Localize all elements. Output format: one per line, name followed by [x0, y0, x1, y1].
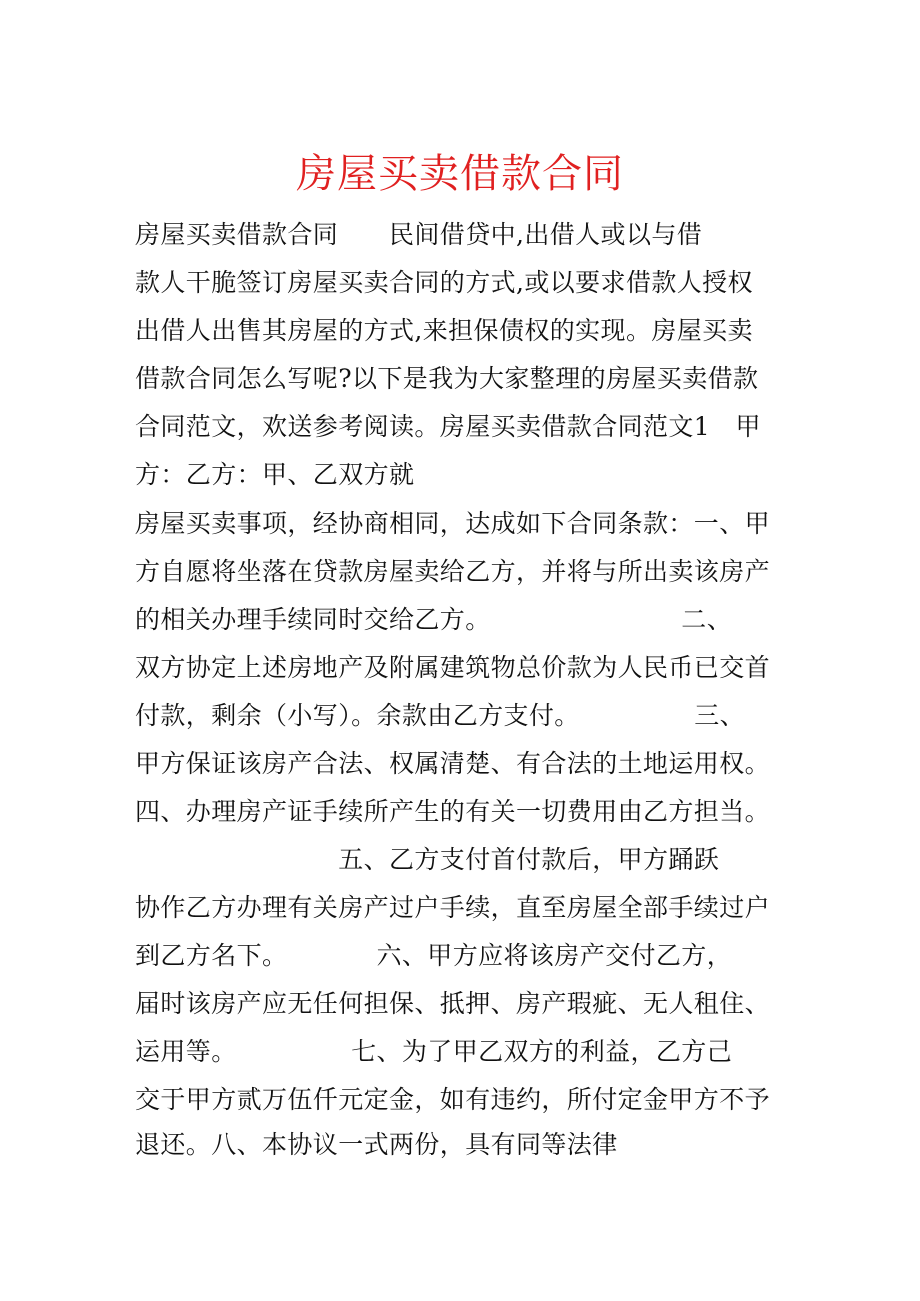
paragraph-line-13: 四、办理房产证手续所产生的有关一切费用由乙方担当。	[135, 797, 771, 826]
paragraph-line-15: 协作乙方办理有关房产过户手续，直至房屋全部手续过户	[135, 893, 771, 922]
paragraph-line-4: 借款合同怎么写呢?以下是我为大家整理的房屋买卖借款	[135, 364, 759, 393]
paragraph-line-16: 到乙方名下。 六、甲方应将该房产交付乙方，	[135, 941, 733, 970]
paragraph-line-7: 房屋买卖事项，经协商相同，达成如下合同条款：一、甲	[135, 509, 771, 538]
paragraph-line-5: 合同范文，欢送参考阅读。房屋买卖借款合同范文1 甲	[135, 412, 761, 441]
paragraph-line-11: 付款，剩余（小写）。余款由乙方支付。 三、	[135, 701, 746, 730]
paragraph-line-8: 方自愿将坐落在贷款房屋卖给乙方，并将与所出卖该房产	[135, 557, 771, 586]
paragraph-line-12: 甲方保证该房产合法、权属清楚、有合法的土地运用权。	[135, 749, 771, 778]
paragraph-line-17: 届时该房产应无任何担保、抵押、房产瑕疵、无人租住、	[135, 989, 771, 1018]
paragraph-line-6: 方：乙方：甲、乙双方就	[135, 460, 415, 489]
paragraph-line-10: 双方协定上述房地产及附属建筑物总价款为人民币已交首	[135, 653, 771, 682]
paragraph-line-1: 房屋买卖借款合同 民间借贷中,出借人或以与借	[135, 220, 703, 249]
paragraph-line-3: 出借人出售其房屋的方式,来担保债权的实现。房屋买卖	[135, 316, 753, 345]
paragraph-line-2: 款人干脆签订房屋买卖合同的方式,或以要求借款人授权	[135, 268, 753, 297]
paragraph-line-19: 交于甲方贰万伍仟元定金，如有违约，所付定金甲方不予	[135, 1085, 771, 1114]
paragraph-line-14: 五、乙方支付首付款后，甲方踊跃	[135, 845, 720, 874]
document-title: 房屋买卖借款合同	[296, 151, 624, 197]
paragraph-line-20: 退还。八、本协议一式两份，具有同等法律	[135, 1130, 618, 1159]
paragraph-line-18: 运用等。 七、为了甲乙双方的利益，乙方己	[135, 1037, 733, 1066]
paragraph-line-9: 的相关办理手续同时交给乙方。 二、	[135, 605, 733, 634]
